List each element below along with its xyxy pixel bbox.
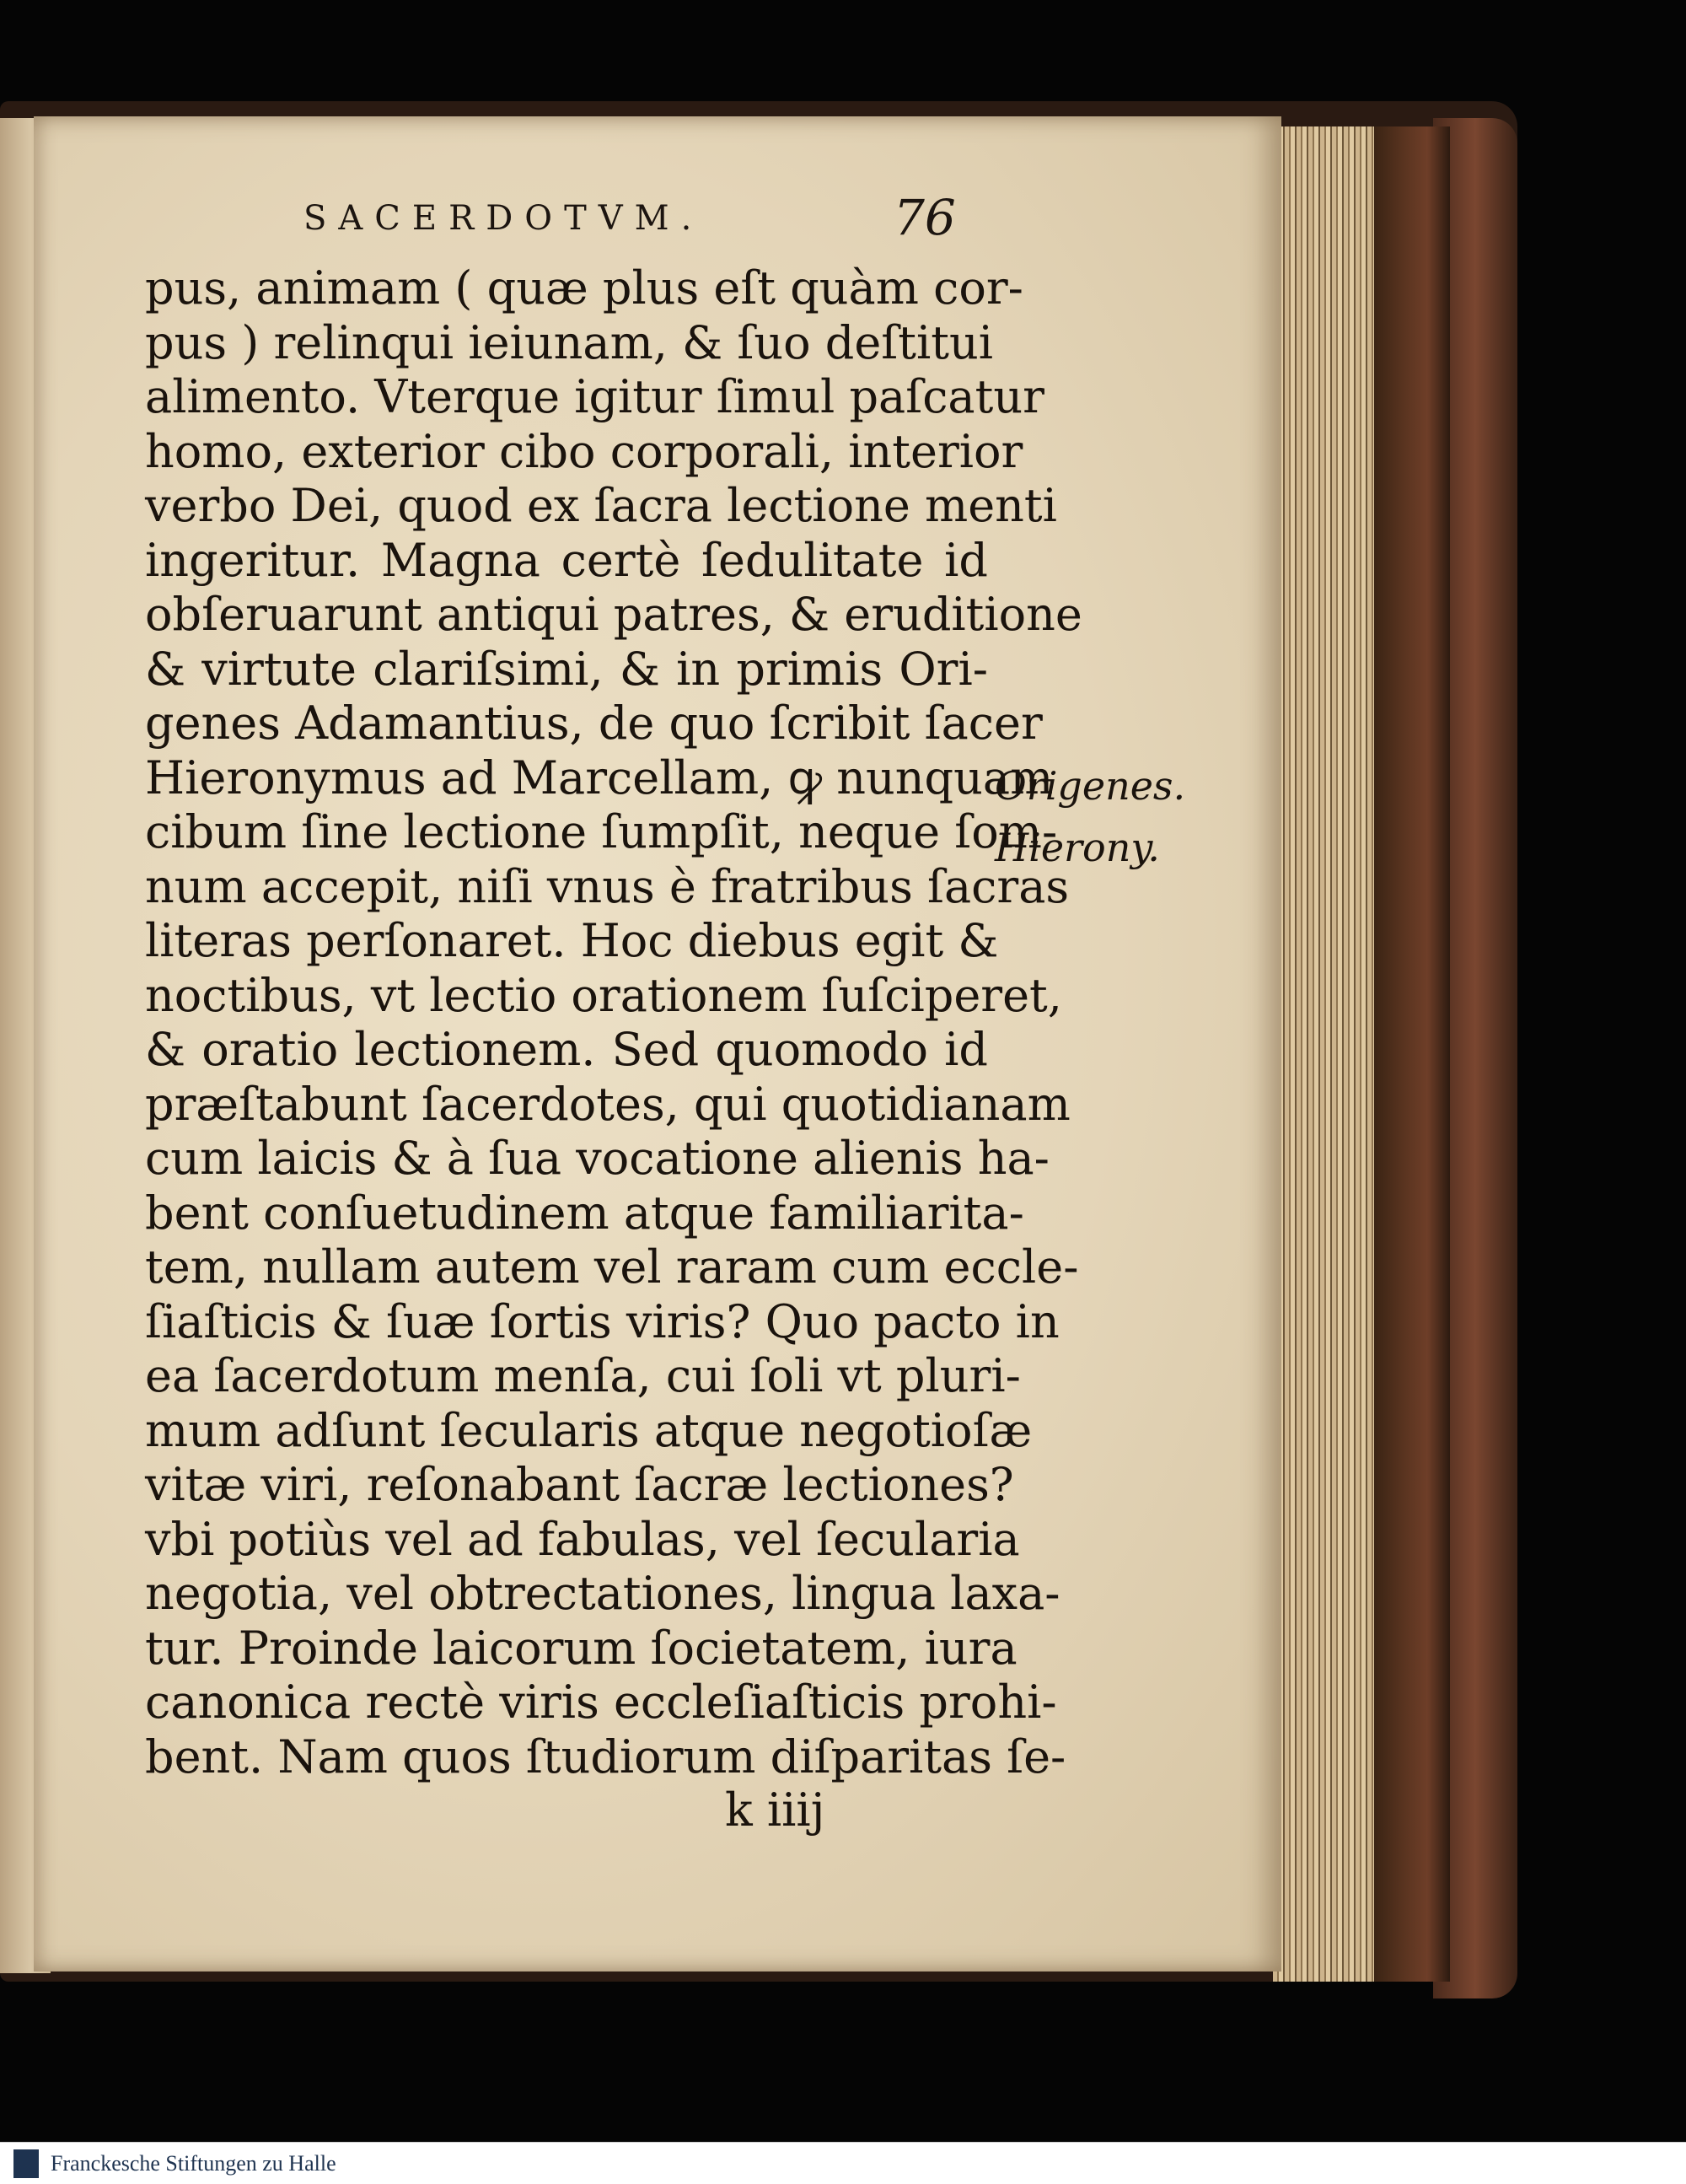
text-line: canonica rectè viris eccleſiaſticis prohi-	[145, 1676, 1057, 1729]
text-line: literas perſonaret. Hoc diebus egit &	[145, 914, 999, 967]
page-number: 76	[894, 189, 956, 246]
text-line: ea ſacerdotum menſa, cui ſoli vt pluri-	[145, 1349, 1021, 1402]
institution-logo-icon	[13, 2149, 39, 2178]
text-line: bent conſuetudinem atque familiarita-	[145, 1186, 1024, 1240]
signature-mark: k iiij	[725, 1783, 825, 1837]
text-line: homo, exterior cibo corporali, interior	[145, 424, 1023, 478]
text-line: genes Adamantius, de quo ſcribit ſacer	[145, 697, 1043, 750]
text-line: noctibus, vt lectio orationem ſuſciperet,	[145, 968, 1062, 1022]
footer-bar	[0, 2142, 1686, 2184]
text-line: tem, nullam autem vel raram cum eccle-	[145, 1240, 1079, 1294]
text-line: tur. Proinde laicorum ſocietatem, iura	[145, 1621, 1018, 1675]
body-text	[145, 261, 1082, 1784]
text-line: pus, animam ( quæ plus eſt quàm cor-	[145, 261, 1023, 315]
text-line: negotia, vel obtrectationes, lingua laxa-	[145, 1567, 1060, 1620]
text-line: mum adſunt ſecularis atque negotioſæ	[145, 1403, 1033, 1457]
text-line: vitæ viri, reſonabant ſacræ lectiones?	[145, 1458, 1014, 1511]
text-line: & oratio lectionem. Sed quomodo id	[145, 1023, 988, 1076]
text-line: ingeritur. Magna certè ſedulitate id	[145, 533, 988, 587]
text-line: Hieronymus ad Marcellam, ꝙ nunquam	[145, 750, 1054, 804]
text-line: pus ) relinqui ieiunam, & ſuo deſtitui	[145, 315, 994, 369]
text-line: ſiaſticis & ſuæ ſortis viris? Quo pacto in	[145, 1294, 1060, 1348]
margin-note-origenes: Origenes.	[995, 763, 1186, 809]
page-block-edge	[1273, 126, 1374, 1982]
cover-board	[1374, 126, 1450, 1982]
text-line: vbi potiùs vel ad fabulas, vel ſecularia	[145, 1512, 1020, 1566]
text-line: obſeruarunt antiqui patres, & eruditione	[145, 588, 1082, 641]
text-line: num accepit, niſi vnus è fratribus ſacras	[145, 859, 1070, 913]
text-line: cibum ſine lectione ſumpſit, neque ſom-	[145, 805, 1058, 858]
text-line: alimento. Vterque igitur ſimul paſcatur	[145, 370, 1044, 423]
text-line: & virtute clariſsimi, & in primis Ori-	[145, 642, 988, 696]
margin-note-hieronymus: Hierony.	[995, 825, 1160, 870]
footer-credit: Franckesche Stiftungen zu Halle	[51, 2151, 336, 2176]
text-line: cum laicis & à ſua vocatione alienis ha-	[145, 1132, 1050, 1185]
running-header: SACERDOTVM.	[303, 199, 704, 238]
text-line: præſtabunt ſacerdotes, qui quotidianam	[145, 1077, 1071, 1131]
text-line: verbo Dei, quod ex ſacra lectione menti	[145, 479, 1057, 532]
text-line: bent. Nam quos ſtudiorum diſparitas ſe-	[145, 1729, 1066, 1783]
